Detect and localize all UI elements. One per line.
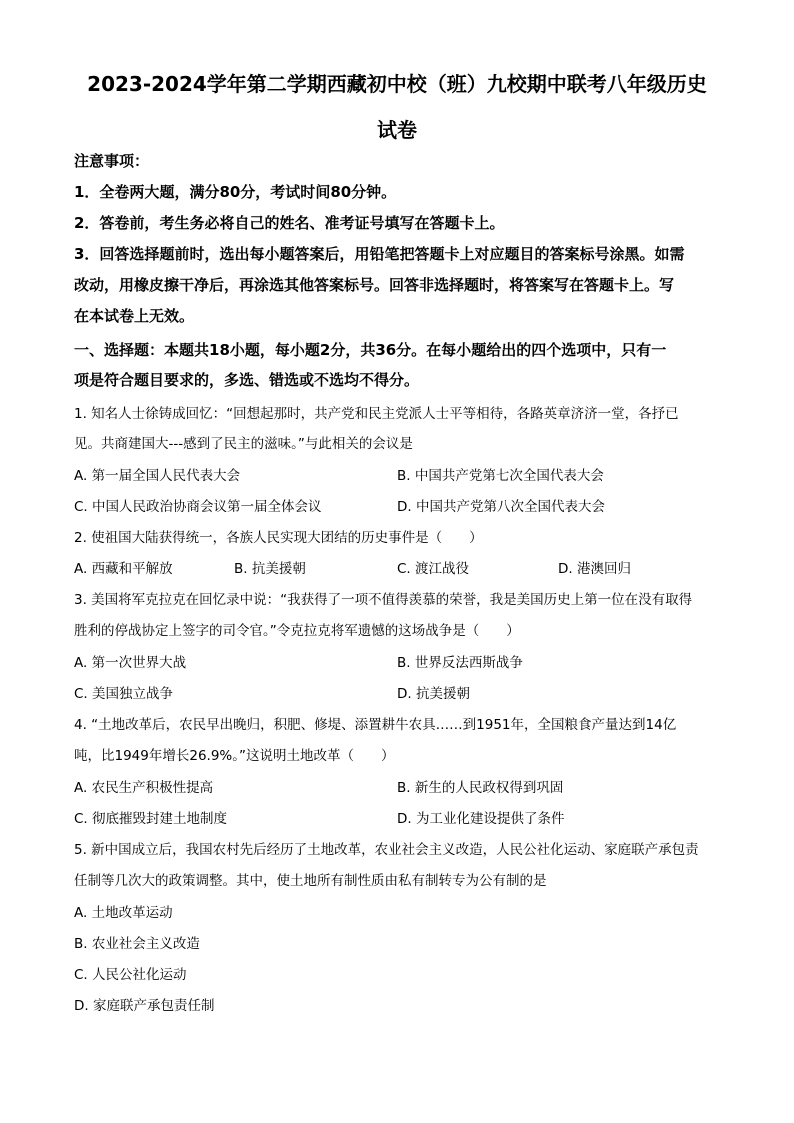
exam-title: 2023-2024学年第二学期西藏初中校（班）九校期中联考八年级历史 (87, 72, 707, 96)
note-item-3-cont: 在本试卷上无效。 (74, 307, 195, 325)
q4-option-a: A. 农民生产积极性提高 (74, 780, 214, 796)
note-item-3-cont: 改动，用橡皮擦干净后，再涂选其他答案标号。回答非选择题时，将答案写在答题卡上。写 (74, 276, 675, 294)
q2-option-a: A. 西藏和平解放 (74, 561, 173, 577)
section-heading-cont: 项是符合题目要求的，多选、错选或不选均不得分。 (74, 371, 420, 389)
q3-option-c: C. 美国独立战争 (74, 686, 174, 702)
q4-option-d: D. 为工业化建设提供了条件 (397, 811, 565, 827)
section-heading: 一、选择题：本题共18小题，每小题2分，共36分。在每小题给出的四个选项中，只有一 (74, 341, 667, 359)
question-1-stem: 1. 知名人士徐铸成回忆：“回想起那时，共产党和民主党派人士平等相待，各路英章济济一堂，各抒已 (74, 406, 679, 422)
q5-option-a: A. 土地改革运动 (74, 905, 173, 921)
notes-heading: 注意事项： (74, 152, 150, 170)
q3-option-a: A. 第一次世界大战 (74, 655, 187, 671)
q1-option-c: C. 中国人民政治协商会议第一届全体会议 (74, 499, 322, 515)
q2-option-c: C. 渡江战役 (397, 561, 470, 577)
q4-option-b: B. 新生的人民政权得到巩固 (397, 780, 564, 796)
question-2-stem: 2. 使祖国大陆获得统一，各族人民实现大团结的历史事件是（ ） (74, 530, 483, 546)
question-3-stem-cont: 胜利的停战协定上签字的司令官。”令克拉克将军遗憾的这场战争是（ ） (74, 623, 520, 639)
question-5-stem: 5. 新中国成立后，我国农村先后经历了土地改革，农业社会主义改造，人民公社化运动、家庭联产承包责 (74, 842, 699, 858)
note-item-3: 3．回答选择题前时，选出每小题答案后，用铅笔把答题卡上对应题目的答案标号涂黑。如需 (74, 245, 685, 263)
q1-option-b: B. 中国共产党第七次全国代表大会 (397, 468, 604, 484)
q3-option-d: D. 抗美援朝 (397, 686, 470, 702)
note-item-1: 1．全卷两大题，满分80分，考试时间80分钟。 (74, 183, 397, 201)
q5-option-d: D. 家庭联产承包责任制 (74, 998, 215, 1014)
q2-option-b: B. 抗美援朝 (234, 561, 306, 577)
question-1-stem-cont: 见。共商建国大---感到了民主的滋味。”与此相关的会议是 (74, 436, 413, 452)
q4-option-c: C. 彻底摧毁封建土地制度 (74, 811, 228, 827)
q1-option-d: D. 中国共产党第八次全国代表大会 (397, 499, 605, 515)
question-3-stem: 3. 美国将军克拉克在回忆录中说：“我获得了一项不值得羡慕的荣誉，我是美国历史上第一位在没有取得 (74, 592, 693, 608)
note-item-2: 2．答卷前，考生务必将自己的姓名、准考证号填写在答题卡上。 (74, 214, 505, 232)
q2-option-d: D. 港澳回归 (558, 561, 631, 577)
q5-option-c: C. 人民公社化运动 (74, 967, 187, 983)
q3-option-b: B. 世界反法西斯战争 (397, 655, 523, 671)
question-5-stem-cont: 任制等几次大的政策调整。其中，使土地所有制性质由私有制转专为公有制的是 (74, 873, 547, 889)
question-4-stem-cont: 吨，比1949年增长26.9%。”这说明土地改革（ ） (74, 748, 395, 764)
q1-option-a: A. 第一届全国人民代表大会 (74, 468, 241, 484)
exam-title-continued: 试卷 (377, 118, 417, 142)
q5-option-b: B. 农业社会主义改造 (74, 936, 200, 952)
question-4-stem: 4. “土地改革后，农民早出晚归，积肥、修堤、添置耕牛农具……到1951年，全国粮食产量达到14亿 (74, 717, 677, 733)
